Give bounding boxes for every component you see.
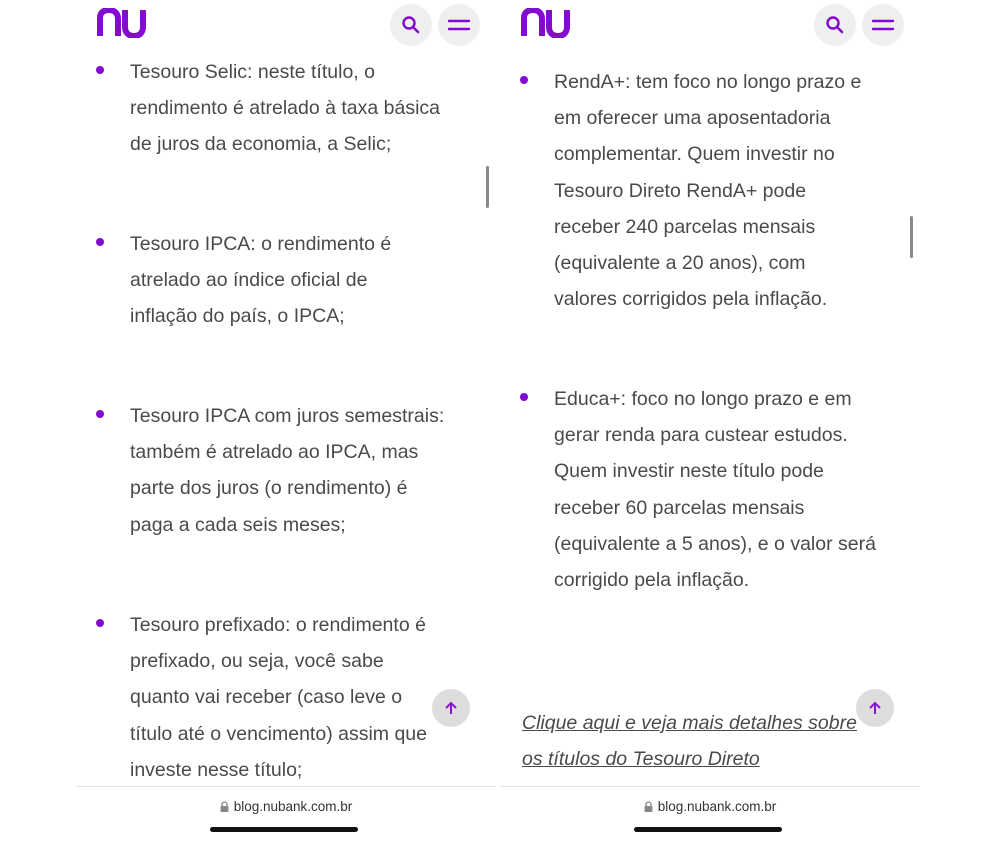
right-phone-screen bbox=[500, 0, 920, 842]
item-text-line: Tesouro IPCA com juros semestrais: bbox=[130, 405, 445, 427]
bullet-icon bbox=[96, 619, 104, 627]
hamburger-menu-icon bbox=[871, 17, 895, 33]
item-text-line: em oferecer uma aposentadoria bbox=[554, 107, 831, 130]
item-text-line: receber 240 parcelas mensais bbox=[554, 215, 816, 238]
search-icon bbox=[401, 15, 421, 35]
lock-icon bbox=[220, 801, 229, 812]
article-list bbox=[76, 54, 496, 163]
bullet-icon bbox=[96, 410, 104, 418]
item-text-line: RendA+: tem foco no longo prazo e bbox=[554, 71, 862, 93]
home-indicator[interactable] bbox=[210, 827, 358, 832]
list-item bbox=[500, 64, 920, 317]
bullet-icon bbox=[520, 76, 528, 84]
item-text-line: atrelado ao índice oficial de bbox=[130, 269, 368, 292]
left-phone-screen bbox=[76, 0, 496, 842]
item-text-line: quanto vai receber (caso leve o bbox=[130, 686, 403, 709]
item-text-line: título até o vencimento) assim que bbox=[130, 722, 427, 745]
menu-button[interactable] bbox=[438, 4, 480, 46]
item-text-line: receber 60 parcelas mensais bbox=[554, 496, 805, 519]
home-indicator[interactable] bbox=[634, 827, 782, 832]
list-item bbox=[76, 54, 496, 163]
arrow-up-icon bbox=[867, 700, 883, 716]
item-text-line: investe nesse título; bbox=[130, 758, 303, 781]
link-text-line[interactable]: Clique aqui e veja mais detalhes sobre bbox=[522, 712, 857, 734]
search-button[interactable] bbox=[814, 4, 856, 46]
item-text-line: gerar renda para custear estudos. bbox=[554, 424, 848, 447]
item-text-line: prefixado, ou seja, você sabe bbox=[130, 650, 384, 673]
browser-bottom-bar bbox=[500, 786, 920, 842]
item-text-line: (equivalente a 5 anos), e o valor será bbox=[554, 532, 876, 555]
item-text-line: Tesouro Selic: neste título, o bbox=[130, 61, 375, 83]
item-text-line: Tesouro prefixado: o rendimento é bbox=[130, 614, 426, 636]
article-list bbox=[76, 607, 496, 788]
item-text-line: também é atrelado ao IPCA, mas bbox=[130, 441, 419, 464]
item-text-line: (equivalente a 20 anos), com bbox=[554, 252, 806, 275]
site-header bbox=[500, 0, 920, 52]
link-text-line[interactable]: os títulos do Tesouro Direto bbox=[522, 748, 760, 771]
list-item bbox=[76, 607, 496, 788]
item-text-line: corrigido pela inflação. bbox=[554, 569, 750, 592]
item-text-line: Tesouro IPCA: o rendimento é bbox=[130, 233, 392, 255]
item-text-line: valores corrigidos pela inflação. bbox=[554, 288, 828, 311]
lock-icon bbox=[644, 801, 653, 812]
browser-bottom-bar bbox=[76, 786, 496, 842]
scrollbar[interactable] bbox=[910, 216, 913, 258]
url-bar[interactable] bbox=[500, 799, 920, 814]
menu-button[interactable] bbox=[862, 4, 904, 46]
url-text: blog.nubank.com.br bbox=[233, 799, 353, 814]
scroll-to-top-button[interactable] bbox=[432, 689, 470, 727]
tesouro-direto-details-link[interactable] bbox=[522, 705, 902, 777]
item-text-line: rendimento é atrelado à taxa básica bbox=[130, 97, 441, 120]
arrow-up-icon bbox=[443, 700, 459, 716]
article-list bbox=[500, 64, 920, 317]
list-item bbox=[76, 226, 496, 335]
scrollbar[interactable] bbox=[486, 166, 489, 208]
nubank-logo[interactable] bbox=[96, 8, 148, 38]
bullet-icon bbox=[96, 66, 104, 74]
list-item bbox=[76, 398, 496, 543]
bullet-icon bbox=[96, 238, 104, 246]
article-list bbox=[500, 381, 920, 598]
nubank-logo[interactable] bbox=[520, 8, 572, 38]
hamburger-menu-icon bbox=[447, 17, 471, 33]
url-bar[interactable] bbox=[76, 799, 496, 814]
site-header bbox=[76, 0, 496, 52]
list-item bbox=[500, 381, 920, 598]
item-text-line: Quem investir neste título pode bbox=[554, 460, 824, 483]
item-text-line: parte dos juros (o rendimento) é bbox=[130, 477, 408, 500]
scroll-to-top-button[interactable] bbox=[856, 689, 894, 727]
search-button[interactable] bbox=[390, 4, 432, 46]
bullet-icon bbox=[520, 393, 528, 401]
article-list bbox=[76, 226, 496, 335]
item-text-line: complementar. Quem investir no bbox=[554, 143, 835, 166]
article-list bbox=[76, 398, 496, 543]
item-text-line: inflação do país, o IPCA; bbox=[130, 305, 345, 328]
item-text-line: paga a cada seis meses; bbox=[130, 513, 346, 536]
url-text: blog.nubank.com.br bbox=[657, 799, 777, 814]
search-icon bbox=[825, 15, 845, 35]
item-text-line: Educa+: foco no longo prazo e em bbox=[554, 388, 852, 410]
item-text-line: Tesouro Direto RendA+ pode bbox=[554, 179, 807, 202]
item-text-line: de juros da economia, a Selic; bbox=[130, 133, 392, 156]
